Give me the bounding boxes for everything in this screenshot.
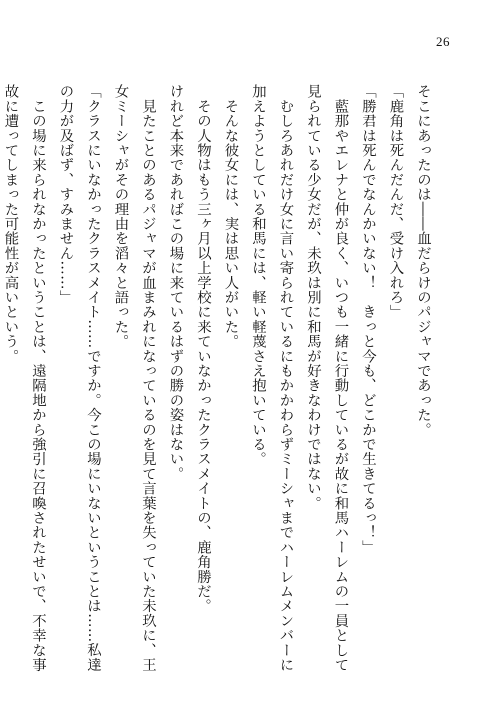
- novel-text-body: [2, 84, 436, 672]
- text-line: けれど本来であればこの場に来ているはずの勝の姿はない。: [167, 84, 184, 481]
- text-line: むしろあれだけ女に言い寄られているにもかかわらずミーシャまでハーレムメンバーに: [277, 84, 294, 672]
- page-number: 26: [436, 34, 450, 49]
- text-line: 「鹿角は死んだんだ、受け入れろ」: [387, 84, 404, 320]
- text-line: 見られている少女だが、未玖は別に和馬が好きなわけではない。: [305, 84, 321, 511]
- text-line: 藍那やエレナと仲が良く、いつも一緒に行動しているが故に和馬ハーレムの一員として: [332, 84, 349, 672]
- text-line: の力が及ばず、すみません……」: [57, 84, 74, 305]
- text-line: この場に来られなかったということは、遠隔地から強引に召喚されたせいで、不幸な事: [30, 84, 46, 672]
- text-line: その人物はもう三ヶ月以上学校に来ていなかったクラスメイトの、鹿角勝だ。: [195, 84, 211, 614]
- text-line: そんな彼女には、実は思い人がいた。: [222, 84, 239, 349]
- text-line: 見たことのあるパジャマが血まみれになっているのを見て言葉を失っていた未玖に、王: [140, 84, 156, 672]
- text-line: 「クラスにいなかったクラスメイト……ですか。今この場にいないということは……私達: [85, 84, 101, 672]
- text-line: 故に遭ってしまった可能性が高いという。: [2, 84, 19, 364]
- text-line: そこにあったのは――血だらけのパジャマであった。: [415, 84, 431, 437]
- text-line: 女ミーシャがその理由を滔々と語った。: [112, 84, 129, 349]
- text-line: 加えようとしている和馬には、軽い軽蔑さえ抱いている。: [250, 84, 266, 467]
- text-line: 「勝君は死んでなんかいない！ きっと今も、どこかで生きてるっ！」: [360, 84, 376, 555]
